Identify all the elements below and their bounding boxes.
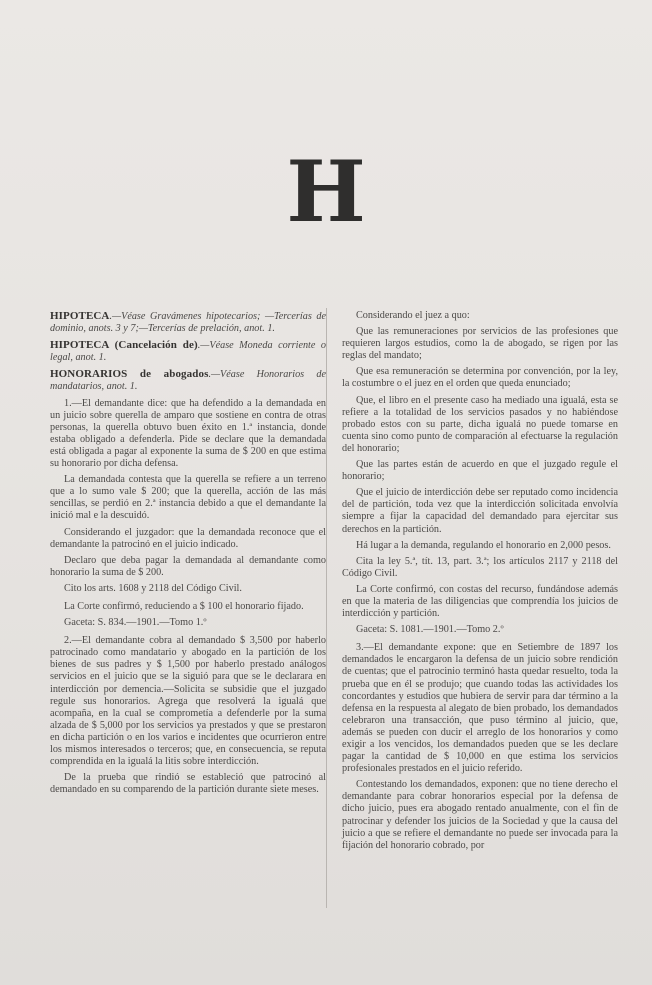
body-paragraph: Que, el libro en el presente caso ha mediado una igualá, esta se refiere a la totalidad de los servicios pasados y no habiéndose probado estos con su parte, dicha igualá no puede tomarse en cuenta sino como punto de comparación al efectuarse la regulación del honorario; xyxy=(342,394,618,454)
body-paragraph: Que el juicio de interdicción debe ser reputado como incidencia del de partición, toda vez que la interdicción solicitada envolvía siempre a fijar la capacidad del demandado para ejercitar sus derechos en la partición. xyxy=(342,487,618,535)
entry-heading: HONORARIOS de abogados xyxy=(50,368,209,381)
body-paragraph: Que las partes están de acuerdo en que el juzgado regule el honorario; xyxy=(342,459,618,483)
column-divider xyxy=(326,308,327,908)
index-entry xyxy=(50,339,326,364)
body-paragraph: Contestando los demandados, exponen: que no tiene derecho el demandante para cobrar honorarios especial por la defensa de dicho juicio, pues era abogado rentado anualmente, con el fin de patrocinar y defender los juicios de la Sociedad y que la causa del juicio a que se refiere el demandante no puede ser invocada para la fijación del honorario cobrado, por xyxy=(342,779,618,851)
body-paragraph: De la prueba que rindió se estableció que patrocinó al demandado en su comparendo de la partición durante siete meses. xyxy=(50,772,326,796)
body-paragraph: Há lugar a la demanda, regulando el honorario en 2,000 pesos. xyxy=(356,539,611,551)
body-paragraph: Considerando el juez a quo: xyxy=(356,310,470,321)
gazette-citation: Gaceta: S. 1081.—1901.—Tomo 2.º xyxy=(356,624,504,636)
body-paragraph: Cita la ley 5.ª, tít. 13, part. 3.ª; los artículos 2117 y 2118 del Código Civil. xyxy=(342,555,618,579)
gazette-citation: Gaceta: S. 834.—1901.—Tomo 1.º xyxy=(64,617,207,629)
right-column xyxy=(342,310,618,856)
body-paragraph: Considerando el juzgador: que la demandada reconoce que el demandante la patrocinó en el juicio indicado. xyxy=(50,526,326,550)
body-paragraph: Que las remuneraciones por servicios de las profesiones que requieren largos estudios, como la de abogado, se rigen por las reglas del mandato; xyxy=(342,326,618,362)
entry-reference: .—Véase Gravámenes hipotecarios; —Tercerías de dominio, anots. 3 y 7;—Tercerías de prelación, anot. 1. xyxy=(50,311,326,335)
body-paragraph: Declaro que deba pagar la demandada al demandante como honorario la suma de $ 200. xyxy=(50,554,326,578)
body-paragraph: 3.—El demandante expone: que en Setiembre de 1897 los demandados le encargaron la defensa de un juicio sobre rendición de cuentas; que el patrocinio terminó hasta quedar resuelto, toda la prueba que en él se produjo; que cuando todas las actividades los concordantes y estudios que hubiera de servir para dar término a la defensa en la respuesta al alegato de bien probado, los demandados celebraron una transacción, que puso término al juicio, que, además se pueden con ducir el arreglo de los honorarios y como exigir a los vencidos, los demandados pueden que se les declare pagar la cantidad de $ 10,000 en que estima los servicios profesionales prestados en el juicio referido. xyxy=(342,642,618,775)
index-entry xyxy=(50,368,326,393)
body-paragraph: Que esa remuneración se determina por convención, por la ley, la costumbre o el juez en el orden que queda enunciado; xyxy=(342,366,618,390)
left-column xyxy=(50,310,326,800)
body-paragraph: Cito los arts. 1608 y 2118 del Código Civil. xyxy=(64,582,242,594)
index-entry xyxy=(50,310,326,335)
section-letter-heading: H xyxy=(286,142,366,241)
body-paragraph: La Corte confirmó, con costas del recurso, fundándose además en que la materia de las diligencias que comprendía los juicios de interdicción y partición. xyxy=(342,583,618,620)
entry-heading: HIPOTECA xyxy=(50,310,110,322)
entry-heading: HIPOTECA (Cancelación de) xyxy=(50,339,198,352)
body-paragraph: 1.—El demandante dice: que ha defendido a la demandada en un juicio sobre querella de amparo que sostiene en contra de otras personas, la querella obtuvo buen éxito en 1.ª instancia, donde estaba obligado a defenderla. Pide se declare que la demandada está obligada a pagar al exponente la suma de $ 200 en que estima su honorario por dicha defensa. xyxy=(50,397,326,470)
body-paragraph: La Corte confirmó, reduciendo a $ 100 el honorario fijado. xyxy=(64,600,304,612)
entry-reference: .—Véase Moneda corriente o legal, anot. 1. xyxy=(50,340,326,364)
entry-reference: .—Véase Honorarios de mandatarios, anot. 1. xyxy=(50,369,326,393)
body-paragraph: La demandada contesta que la querella se refiere a un terreno que a lo sumo vale $ 200; que la querella, acción de las más sencillas, se perdió en 2.ª instancia debido a que el demandante la inició mal e la descuidó. xyxy=(50,474,326,522)
body-paragraph: 2.—El demandante cobra al demandado $ 3,500 por haberlo patrocinado como mandatario y abogado en la partición de los bienes de sus padres y $ 1,500 por haberlo prestado análogos servicios en el juicio que se la siguió para que se le declarara en interdicción por demencia.—Solicita se subsidie que el juzgado regule sus honorarios. Agrega que resolverá la igualá que acompaña, en la cual se comprometía a defenderle por la suma alzada de $ 5,000 por los servicios ya prestados y que se prestaron en dicha partición o en los varios e incidentes que ocurrieron entre los mismos interesados o terceros; que, en consecuencia, se reputa comprendida en la igualá la litis sobre interdicción. xyxy=(50,635,326,768)
